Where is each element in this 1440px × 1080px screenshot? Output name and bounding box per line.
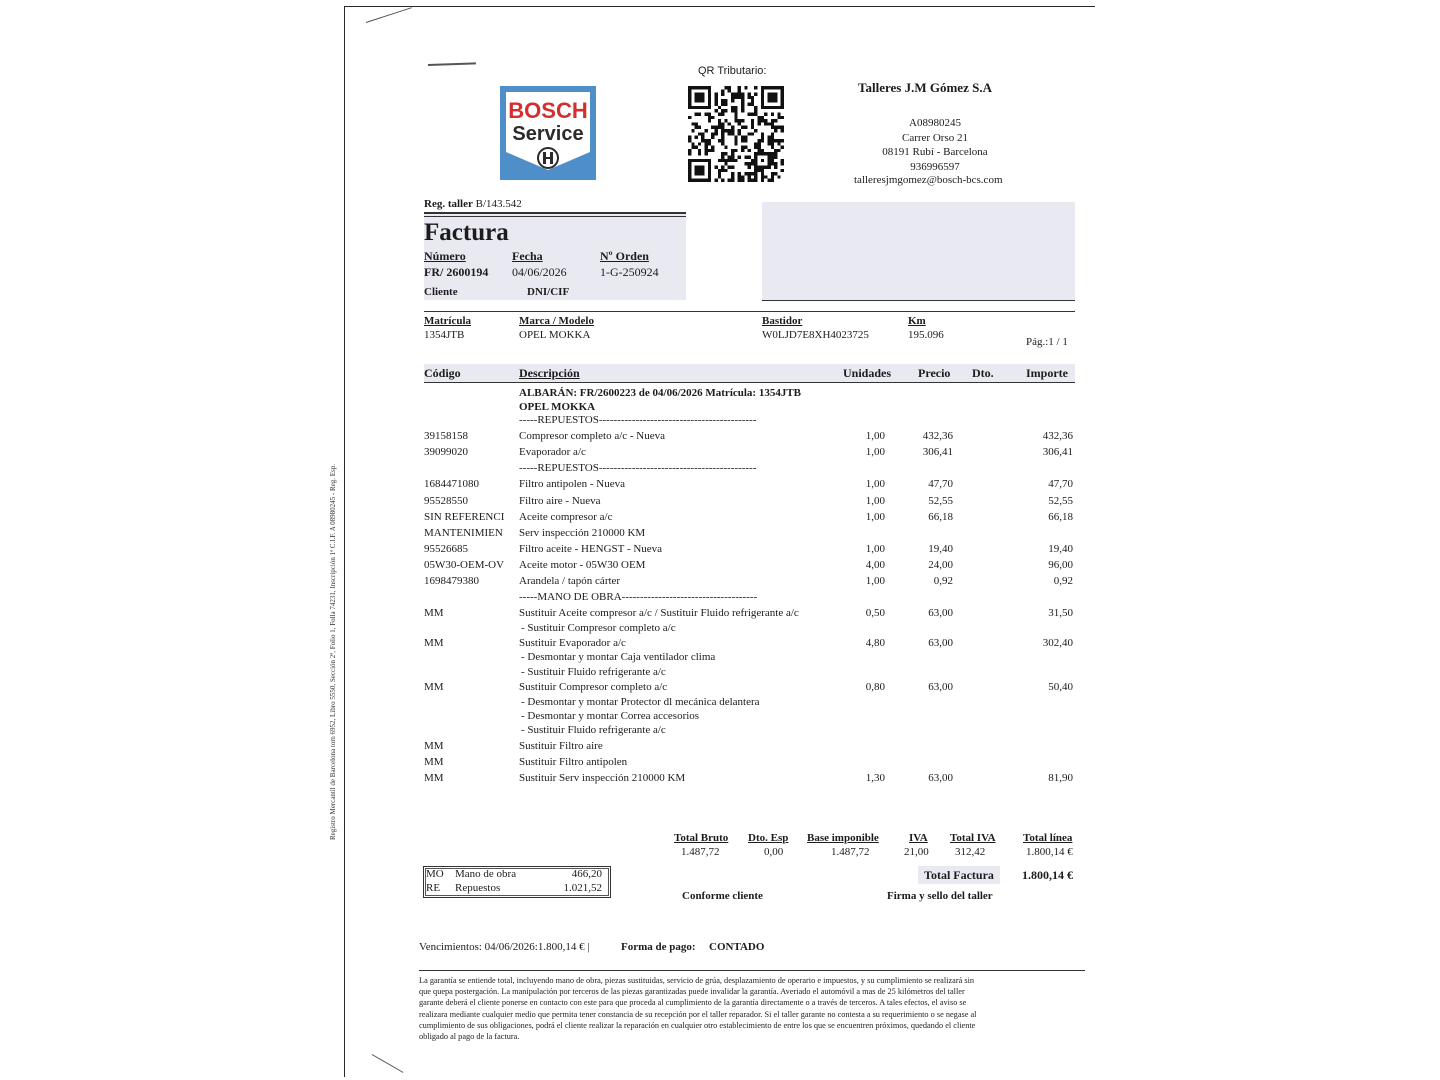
marca-value: OPEL MOKKA <box>519 329 591 341</box>
iva-value: 21,00 <box>904 846 929 858</box>
fecha-value: 04/06/2026 <box>512 265 567 279</box>
guarantee-line: garante deberá el cliente ponerse en contacto con este para que proceda al cumplimiento de la garantía directamente o a través de terceros. A tales efectos, el aviso se <box>419 998 967 1008</box>
marca-label: Marca / Modelo <box>519 315 594 327</box>
labor-code: MM <box>424 607 444 620</box>
labor-amount: 81,90 <box>1048 772 1073 784</box>
re-code: RE <box>426 882 441 894</box>
item-price: 306,41 <box>922 446 953 459</box>
item-price: 24,00 <box>928 558 953 571</box>
total-linea-label: Total línea <box>1023 832 1073 844</box>
col-descripcion: Descripción <box>519 366 580 380</box>
item-code: 1698479380 <box>424 575 479 587</box>
labor-price: 63,00 <box>928 637 953 649</box>
labor-sub-operation: - Sustituir Compresor completo a/c <box>521 621 676 634</box>
bastidor-value: W0LJD7E8XH4023725 <box>762 329 869 341</box>
total-iva-label: Total IVA <box>950 832 996 844</box>
item-description: Aceite motor - 05W30 OEM <box>519 558 646 571</box>
item-price: 432,36 <box>922 430 953 443</box>
item-units: 1,00 <box>865 430 885 443</box>
guarantee-line: La garantía se entiende total, incluyendo mano de obra, piezas sustituidas, servicio de grúa, desplazamiento de operario e impuestos, y su cumplimiento se realizará sin <box>419 976 975 985</box>
col-unidades: Unidades <box>843 366 892 380</box>
labor-code: MM <box>424 772 444 784</box>
item-description: Compresor completo a/c - Nueva <box>519 430 666 443</box>
conforme-cliente: Conforme cliente <box>682 890 763 902</box>
albaran-model: OPEL MOKKA <box>519 401 596 413</box>
registry-side-text: Registro Mercantil de Barcelona tom 6952, Libro 5550, Sección 2ª, Folio 1, Folla 74231, Inscripción 1ª C.I.F. A 08980245 - Reg. Esp. <box>329 463 337 840</box>
re-label: Repuestos <box>455 882 501 894</box>
redacted-customer-box <box>762 202 1075 300</box>
qr-label: QR Tributario: <box>698 65 767 77</box>
item-description: Evaporador a/c <box>519 446 586 459</box>
company-city: 08191 Rubí - Barcelona <box>882 146 988 158</box>
item-code: 95528550 <box>424 494 468 507</box>
item-price: 52,55 <box>928 494 953 507</box>
vencimientos: Vencimientos: 04/06/2026:1.800,14 € | <box>419 941 590 953</box>
divider <box>424 382 1075 383</box>
page-number: Pág.:1 / 1 <box>1026 336 1068 348</box>
labor-sub-operation: - Desmontar y montar Correa accesorios <box>521 710 700 722</box>
item-description: Arandela / tapón cárter <box>519 575 621 587</box>
matricula-value: 1354JTB <box>424 329 465 341</box>
labor-description: Sustituir Filtro aire <box>519 739 603 752</box>
total-linea-value: 1.800,14 € <box>1026 846 1073 858</box>
total-factura-value: 1.800,14 € <box>1022 868 1073 882</box>
item-price: 0,92 <box>933 575 953 587</box>
qr-code-icon <box>688 86 784 182</box>
labor-code: MM <box>424 755 444 768</box>
item-amount: 306,41 <box>1042 446 1073 459</box>
col-importe: Importe <box>1026 366 1068 380</box>
dni-label: DNI/CIF <box>527 286 570 298</box>
forma-pago-value: CONTADO <box>709 941 765 953</box>
firma-taller: Firma y sello del taller <box>887 890 993 902</box>
labor-units: 0,50 <box>865 607 885 620</box>
labor-sub-operation: - Desmontar y montar Caja ventilador clima <box>521 651 716 664</box>
item-amount: 66,18 <box>1048 510 1073 523</box>
fecha-label: Fecha <box>512 249 543 263</box>
albaran-line: ALBARÁN: FR/2600223 de 04/06/2026 Matrícula: 1354JTB <box>519 387 802 399</box>
item-amount: 432,36 <box>1042 430 1073 443</box>
section-header: -----MANO DE OBRA------------------------------------- <box>519 591 758 604</box>
item-amount: 19,40 <box>1048 542 1073 555</box>
reg-taller-label: Reg. taller <box>424 198 473 210</box>
item-amount: 47,70 <box>1048 478 1073 491</box>
item-description: Aceite compresor a/c <box>519 510 613 523</box>
labor-description: Sustituir Evaporador a/c <box>519 637 626 649</box>
logo-text-service: Service <box>512 123 584 145</box>
item-description: Filtro aceite - HENGST - Nueva <box>519 542 663 555</box>
labor-price: 63,00 <box>928 681 953 694</box>
item-code: 39099020 <box>424 446 468 459</box>
item-code: SIN REFERENCI <box>424 510 505 523</box>
item-code: MANTENIMIEN <box>424 526 503 539</box>
company-email: talleresjmgomez@bosch-bcs.com <box>854 174 1003 186</box>
labor-sub-operation: - Sustituir Fluido refrigerante a/c <box>521 665 666 678</box>
labor-units: 4,80 <box>865 637 885 649</box>
item-amount: 96,00 <box>1048 558 1073 571</box>
item-code: 39158158 <box>424 430 468 443</box>
bastidor-label: Bastidor <box>762 315 803 327</box>
total-bruto-value: 1.487,72 <box>681 846 720 858</box>
bosch-service-logo <box>500 86 596 180</box>
item-amount: 0,92 <box>1053 575 1073 587</box>
company-phone: 936996597 <box>910 160 960 173</box>
labor-sub-operation: - Sustituir Fluido refrigerante a/c <box>521 724 666 737</box>
km-label: Km <box>908 315 926 327</box>
col-dto: Dto. <box>972 366 994 380</box>
labor-price: 63,00 <box>928 772 953 784</box>
invoice-title: Factura <box>424 219 509 246</box>
numero-value: FR/ 2600194 <box>424 265 489 279</box>
item-code: 1684471080 <box>424 478 479 491</box>
guarantee-line: que quepa postergación. La manipulación por terceros de las piezas garantizadas puede invalidar la garantía. Averiado el automóvil a mas de 25 kilómetros del taller <box>419 987 965 997</box>
company-street: Carrer Orso 21 <box>902 131 968 144</box>
labor-price: 63,00 <box>928 607 953 620</box>
section-header: -----REPUESTOS------------------------------------------- <box>519 462 757 475</box>
labor-description: Sustituir Aceite compresor a/c / Sustituir Fluido refrigerante a/c <box>519 607 799 620</box>
item-description: Filtro antipolen - Nueva <box>519 478 626 491</box>
labor-amount: 50,40 <box>1048 681 1073 694</box>
section-header: -----REPUESTOS------------------------------------------- <box>519 414 757 426</box>
reg-taller-value: B/143.542 <box>475 198 522 210</box>
base-value: 1.487,72 <box>831 846 870 858</box>
item-description: Serv inspección 210000 KM <box>519 526 646 539</box>
labor-units: 0,80 <box>865 681 885 694</box>
item-units: 1,00 <box>865 494 885 507</box>
mo-code: MO <box>426 868 444 880</box>
orden-label: Nº Orden <box>600 249 649 263</box>
guarantee-text <box>419 975 976 1042</box>
labor-code: MM <box>424 637 444 649</box>
item-units: 1,00 <box>865 478 885 491</box>
col-precio: Precio <box>918 366 951 380</box>
logo-text-bosch: BOSCH <box>508 98 588 123</box>
item-units: 4,00 <box>865 558 885 571</box>
km-value: 195.096 <box>908 329 944 341</box>
re-value: 1.021,52 <box>563 882 602 894</box>
total-factura-label: Total Factura <box>918 866 1000 884</box>
item-units: 1,00 <box>865 446 885 459</box>
item-units: 1,00 <box>865 510 885 523</box>
guarantee-line: cumplimiento de sus obligaciones, podrá el cliente realizar la reparación en cualquier otro establecimiento de entre los que se encuentren próximos, quedando el cliente <box>419 1020 976 1030</box>
company-cif: A08980245 <box>909 117 961 129</box>
matricula-label: Matrícula <box>424 315 472 327</box>
labor-sub-operation: - Desmontar y montar Protector dl mecánica delantera <box>521 695 760 708</box>
item-description: Filtro aire - Nueva <box>519 494 601 507</box>
mo-label: Mano de obra <box>455 868 517 880</box>
company-name: Talleres J.M Gómez S.A <box>858 80 992 95</box>
divider <box>762 300 1075 301</box>
item-price: 47,70 <box>928 478 953 491</box>
mo-value: 466,20 <box>571 868 602 880</box>
orden-value: 1-G-250924 <box>600 265 659 279</box>
guarantee-line: realizara mediante cualquier medio que permita tener constancia de su recepción por el taller reparador. Si el taller garante no contesta a su requerimiento o se negase al <box>419 1009 977 1019</box>
divider <box>424 216 686 217</box>
labor-code: MM <box>424 739 444 752</box>
numero-label: Número <box>424 249 466 263</box>
divider <box>424 311 1075 312</box>
item-units: 1,00 <box>865 542 885 555</box>
col-codigo: Código <box>424 366 461 380</box>
labor-description: Sustituir Serv inspección 210000 KM <box>519 772 686 784</box>
item-units: 1,00 <box>865 575 885 587</box>
labor-description: Sustituir Compresor completo a/c <box>519 681 668 694</box>
item-code: 05W30-OEM-OV <box>424 558 505 571</box>
item-price: 19,40 <box>928 542 953 555</box>
base-label: Base imponible <box>807 832 879 844</box>
total-bruto-label: Total Bruto <box>674 832 729 844</box>
labor-units: 1,30 <box>865 772 885 784</box>
labor-amount: 31,50 <box>1048 607 1073 620</box>
labor-amount: 302,40 <box>1042 637 1073 649</box>
dto-esp-value: 0,00 <box>764 846 784 858</box>
company-details <box>872 116 998 174</box>
reg-taller <box>424 198 522 210</box>
forma-pago-label: Forma de pago: <box>621 941 696 953</box>
dto-esp-label: Dto. Esp <box>748 832 789 844</box>
item-price: 66,18 <box>928 510 953 523</box>
iva-label: IVA <box>909 832 928 844</box>
divider <box>424 212 686 214</box>
total-iva-value: 312,42 <box>955 846 986 858</box>
cliente-label: Cliente <box>424 286 458 298</box>
labor-description: Sustituir Filtro antipolen <box>519 755 628 768</box>
guarantee-line: obligado al pago de la factura. <box>419 1032 520 1042</box>
item-amount: 52,55 <box>1048 494 1073 507</box>
labor-code: MM <box>424 681 444 694</box>
item-code: 95526685 <box>424 542 468 555</box>
divider <box>419 970 1085 971</box>
